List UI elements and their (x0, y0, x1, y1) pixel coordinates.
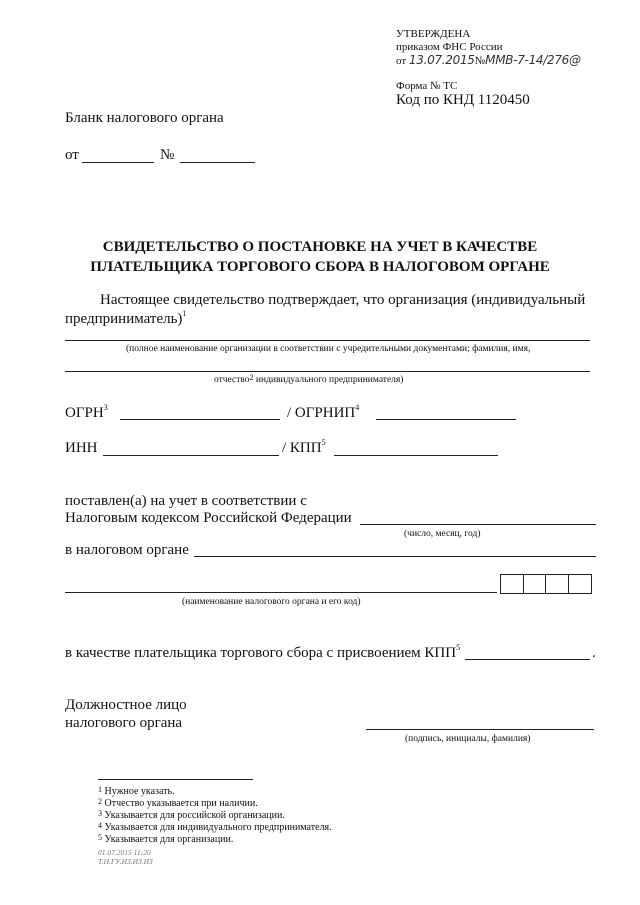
form-number: Форма № ТС (396, 80, 458, 92)
stamp-text: 01.07.2015 11:20 Т.Н.ГУ.ИЗ.ИЗ.ИЗ (98, 848, 153, 866)
intro-text-1: Настоящее свидетельство подтверждает, что организация (индивидуальный (100, 292, 586, 308)
document-title: СВИДЕТЕЛЬСТВО О ПОСТАНОВКЕ НА УЧЕТ В КАЧЕСТВЕ ПЛАТЕЛЬЩИКА ТОРГОВОГО СБОРА В НАЛОГОВОМ ОРГАНЕ (90, 239, 550, 275)
caption-date: (число, месяц, год) (404, 529, 481, 539)
kpp-line (334, 455, 498, 456)
ogrn-label: ОГРН$^3$ (65, 403, 108, 421)
code-box-4 (569, 574, 592, 594)
blank-date-line (82, 162, 154, 163)
period: . (592, 645, 596, 661)
registered-text-1: поставлен(а) на учет в соответствии с (65, 493, 307, 509)
as-payer-text: в качестве плательщика торгового сбора с присвоением КПП$^5$ (65, 643, 461, 661)
tax-office-line (194, 556, 596, 557)
handwritten-number: ММВ-7-14/276@ (485, 53, 581, 67)
order-date-line: от 13.07.2015№ММВ-7-14/276@ (396, 53, 581, 67)
order-label: приказом ФНС России (396, 41, 503, 53)
approval-block (396, 28, 581, 68)
footnote-5: $^5$ Указывается для организации. (98, 833, 234, 845)
inn-line (103, 455, 279, 456)
knd-code: Код по КНД 1120450 (396, 92, 530, 108)
blank-num: № (160, 147, 175, 163)
official-label-2: налогового органа (65, 715, 183, 731)
signature-line (366, 729, 594, 730)
ogrnip-label: / ОГРНИП$^4$ (287, 403, 360, 421)
blank-label: Бланк налогового органа (65, 110, 224, 126)
caption-signature: (подпись, инициалы, фамилия) (405, 734, 531, 744)
caption-tax-office: (наименование налогового органа и его код) (182, 597, 361, 607)
ogrnip-line (376, 419, 516, 420)
assigned-kpp-line (465, 659, 590, 660)
kpp-label: / КПП$^5$ (282, 438, 326, 456)
footnote-2: $^2$ Отчество указывается при наличии. (98, 797, 258, 809)
org-name-line-1 (65, 340, 590, 341)
registration-date-line (360, 524, 596, 525)
tax-office-name-line (65, 592, 497, 593)
caption-org-name-2: отчество$^2$ индивидуального предпринимателя) (214, 373, 404, 385)
ogrn-line (120, 419, 280, 420)
blank-from: от (65, 147, 79, 163)
registered-text-2: Налоговым кодексом Российской Федерации (65, 510, 352, 526)
approved-label: УТВЕРЖДЕНА (396, 28, 471, 40)
handwritten-date: 13.07.2015 (408, 53, 475, 67)
footnote-1: $^1$ Нужное указать. (98, 785, 175, 797)
intro-text-2: предприниматель)$^1$ (65, 309, 187, 327)
footnote-separator (98, 779, 253, 780)
code-box-3 (546, 574, 569, 594)
tax-office-label: в налоговом органе (65, 542, 189, 558)
footnote-4: $^4$ Указывается для индивидуального предпринимателя. (98, 821, 332, 833)
code-box-1 (500, 574, 524, 594)
official-label-1: Должностное лицо (65, 697, 187, 713)
org-name-line-2 (65, 371, 590, 372)
blank-number-line (180, 162, 255, 163)
code-box-2 (523, 574, 546, 594)
footnotes (98, 786, 332, 846)
caption-org-name-1: (полное наименование организации в соответствии с учредительными документами; фамилия, имя, (126, 344, 531, 354)
inn-label: ИНН (65, 440, 98, 456)
footnote-3: $^3$ Указывается для российской организации. (98, 809, 285, 821)
